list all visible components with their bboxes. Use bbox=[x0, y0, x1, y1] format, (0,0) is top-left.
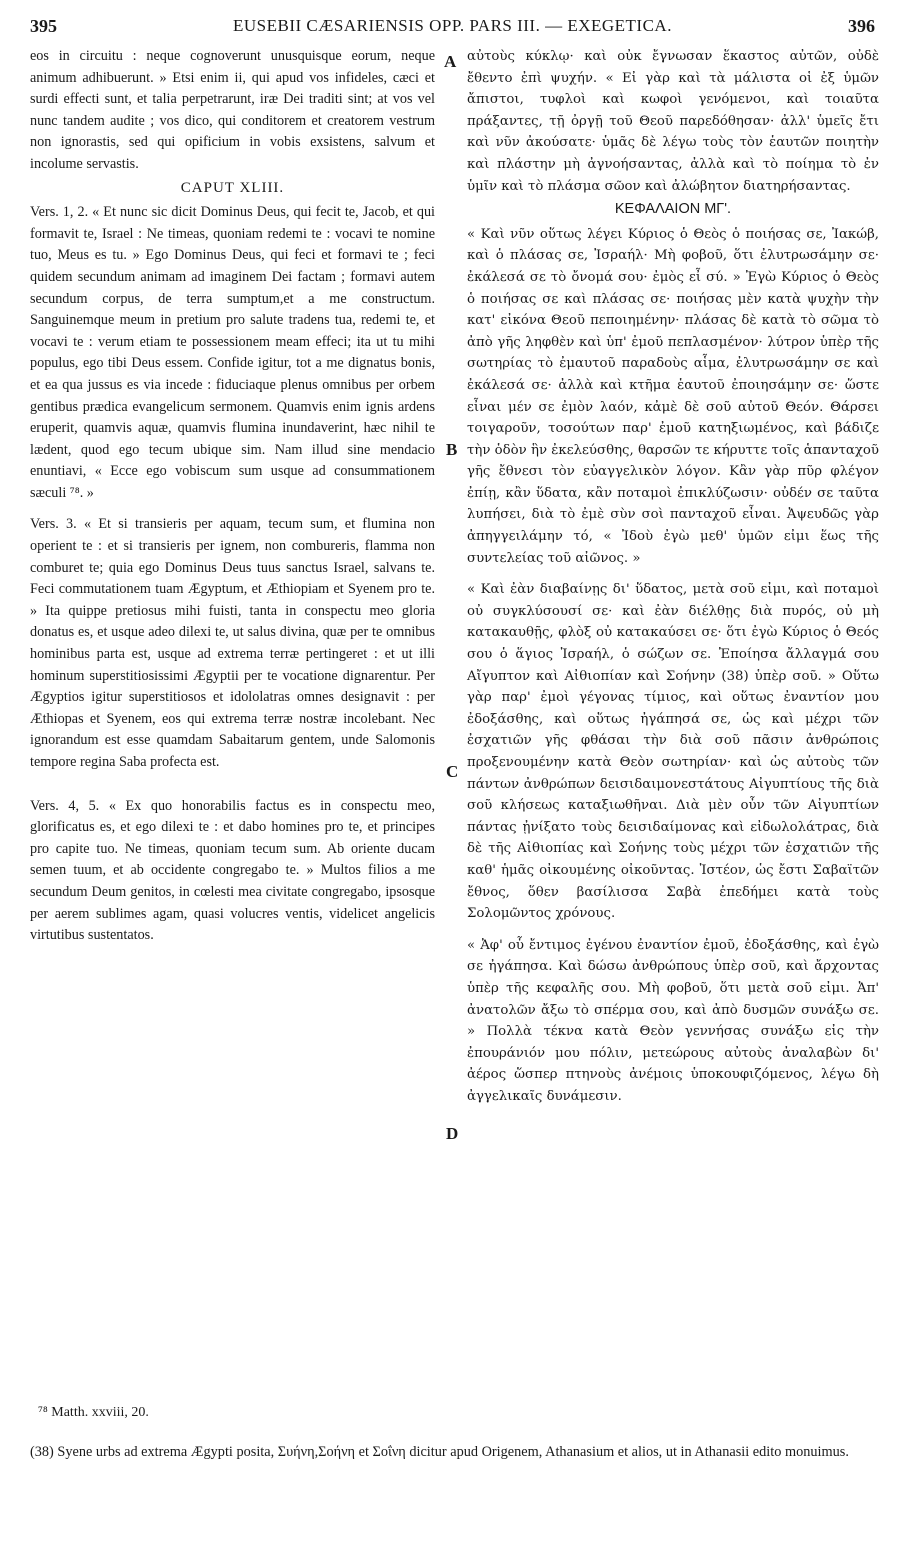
latin-column bbox=[30, 46, 435, 947]
latin-paragraph-verses-4-5: Vers. 4, 5. « Ex quo honorabilis factus es in conspectu meo, glorificatus es, et ego dilexi te : et dabo homines pro te, et principes pro capite tuo. Ne timeas, quoniam tecum sum. Ab oriente ducam semen tuum, et ab occidente congregabo te. » Multos filios a me secundum Deum genitos, in cœlesti mea civitate congregabo, ipsosque per aerem sublimes agam, quasi volucres ventis, videlicet angelicis virtutibus sustentatos. bbox=[30, 797, 435, 944]
latin-paragraph-intro: eos in circuitu : neque cognoverunt unusquisque eorum, neque animum adhibuerunt. » Etsi enim ii, qui apud vos infideles, cæci et surdi effecti sunt, et talia perpetrarunt, iræ Dei traditi sint; at vos vel nunc tandem audite ; vos dico, qui conditorem et creatorem vestrum non ignorastis, sed qui opificium in vobis exsistens, salvum et incolume servastis. bbox=[30, 48, 435, 172]
section-marker-b: B bbox=[446, 440, 458, 459]
footnote-78: ⁷⁸ Matth. xxviii, 20. bbox=[38, 1405, 149, 1420]
latin-paragraph-verses-1-2: Vers. 1, 2. « Et nunc sic dicit Dominus Deus, qui fecit te, Jacob, et qui formavit te, Israel : Ne timeas, quoniam redemi te : vocavi te nomine tuo, Meus es tu. » Ego Dominus Deus, qui feci et formavi te ; feci quidem secundum animam ad imaginem Dei factam ; formavi autem secundum corpus, de terra sumptum,et a me constructum. Sanguinemque meum in pretium pro salute tradens tua, redemi te, et vocavi te : verum etiam te possessionem meam effeci; ita ut tu mihi populus, ego tibi Deus essem. Confide igitur, tot a me dignatus bonis, et ea qua jussus es via incede : fiduciaque plenus omnibus per orbem gentibus prædica evangelicum sermonem. Quamvis enim ignis ardens eruperit, quamvis aquæ, quamvis flumina inundaverint, hæc nihil te lædent, quod ego tecum ubique sim. Nam illud sine mendacio enuntiavi, « Ecce ego vobiscum sum usque ad consummationem sæculi ⁷⁸. » bbox=[30, 204, 435, 501]
running-header bbox=[0, 0, 905, 42]
greek-paragraph-verses-4-5: « Ἀφ' οὗ ἔντιμος ἐγένου ἐναντίον ἐμοῦ, ἐδοξάσθης, καὶ ἐγὼ σε ἠγάπησα. Καὶ δώσω ἀνθρώπους ὑπὲρ σοῦ, καὶ ἄρχοντας ὑπὲρ τῆς κεφαλῆς σου. Μὴ φοβοῦ, ὅτι μετὰ σοῦ εἰμι. Ἀπ' ἀνατολῶν ἄξω τὸ σπέρμα σου, καὶ ἀπὸ δυσμῶν συνάξω σε. » Πολλὰ τέκνα κατὰ Θεὸν γεννήσας συνάξω εἰς τὴν ἐπουράνιόν μου πόλιν, μετεώρους αὐτοὺς ἀναλαβὼν δι' ἀέρος ὥσπερ πτηνοὺς ἀνέμοις ὑποκουφιζόμενος, λέγω δὴ ἀγγελικαῖς δυνάμεσιν. bbox=[467, 937, 879, 1104]
section-marker-c: C bbox=[446, 762, 459, 781]
greek-paragraph-verse-3: « Καὶ ἐὰν διαβαίνῃς δι' ὕδατος, μετὰ σοῦ εἰμι, καὶ ποταμοὶ οὐ συγκλύσουσί σε· καὶ ἐὰν διέλθῃς διὰ πυρός, οὐ μὴ κατακαυθῇς, φλὸξ οὐ κατακαύσει σε· ὅτι ἐγὼ Κύριος ὁ Θεός σου ὁ ἅγιος Ἰσραήλ, ὁ σώζων σε. Ἐποίησα ἄλλαγμά σου Αἴγυπτον καὶ Αἰθιοπίαν καὶ Σοήνην (38) ὑπὲρ σοῦ. » Οὕτω γὰρ παρ' ἐμοὶ γέγονας τίμιος, καὶ οὕτως ἐναντίον μου ἐδοξάσθης, καὶ οὕτως ἠγάπησά σε, ὡς καὶ μέχρι τῶν ἐσχατιῶν γῆς φθάσαι τὴν διὰ σοῦ πᾶσιν ἀνθρώποις προξενουμένην κατὰ Θεὸν σωτηρίαν· καὶ ὡς αὐτοὺς τῶν πάντων ἀνθρώπων δεισιδαιμονεστάτους Αἰγυπτίους τῆς διὰ σοῦ κλήσεως καταξιωθῆναι. Διὰ μὲν οὖν τῶν Αἰγυπτίων πάντας ᾐνίξατο τοὺς δεισιδαίμονας καὶ εἰδωλολάτρας, διὰ δὲ τῆς Αἰθιοπίας καὶ Σοήνης τοὺς μέχρι τῶν ἐσχατιῶν τῆς καθ' ἡμᾶς οἰκουμένης οἰκοῦντας. Ἰστέον, ὡς ἔστι Σαβαϊτῶν ἔθνος, ὅθεν βασίλισσα Σαβὰ ἐπεδήμει κατὰ τοὺς Σολομῶντος χρόνους. bbox=[467, 582, 879, 922]
running-title: EUSEBII CÆSARIENSIS OPP. PARS III. — EXEGETICA. bbox=[233, 16, 672, 35]
page-number-left: 395 bbox=[30, 16, 57, 36]
footnote-38: (38) Syene urbs ad extrema Ægypti posita, Συήνη,Σοήνη et Σοΐνη dicitur apud Origenem, Athanasium et alios, ut in Athanasii edito monuimus. bbox=[30, 1444, 849, 1460]
greek-column bbox=[467, 46, 879, 1108]
latin-paragraph-verse-3: Vers. 3. « Et si transieris per aquam, tecum sum, et flumina non operient te : et si transieris per ignem, non combureris, flamma non comburet te; quia ego Dominus Deus tuus sanctus Israel, salvans te. Feci commutationem tuam Ægyptum, et Æthiopiam et Syenem pro te. » Ita quippe pretiosus mihi fuisti, tanta in conspectu meo gloria donatus es, et usque adeo dilexi te, ut salus divina, quæ per te omnibus hominibus parta est, usque ad extrema terræ pertingeret : et ut illi hominum superstitiosissimi Ægyptii per te vocatione dignarentur. Per Ægyptios igitur superstitiosos et idololatras omnes designavit : per Æthiopas et Syenem, eos qui extrema terræ nostræ incolebant. Nec ignorandum est esse quamdam Sabaitarum gentem, unde Salomonis tempore regina Saba profecta est. bbox=[30, 516, 435, 770]
page-number-right: 396 bbox=[848, 16, 875, 36]
latin-chapter-heading: CAPUT XLIII. bbox=[180, 179, 285, 196]
section-marker-a: A bbox=[444, 52, 457, 71]
greek-paragraph-intro: αὐτοὺς κύκλῳ· καὶ οὐκ ἔγνωσαν ἕκαστος αὐτῶν, οὐδὲ ἔθεντο ἐπὶ ψυχήν. « Εἰ γὰρ καὶ τὰ μάλιστα οἱ ἐξ ὑμῶν ἄπιστοι, τυφλοὶ καὶ κωφοὶ γενόμενοι, καὶ τοιαῦτα πράξαντες, τῇ ὀργῇ τοῦ Θεοῦ παρεδόθησαν· ἀλλ' ὑμεῖς ἔτι καὶ νῦν ἀκούσατε· ὑμᾶς δὲ λέγω τοὺς τὸν ἑαυτῶν ποιητὴν καὶ πλάστην μὴ ἀγνοήσαντας, ἀλλὰ καὶ τὸ ποίημα τὸ ἐν ὑμῖν καὶ τὸ πλάσμα σῶον καὶ ἀλώβητον διατηρήσαντας. bbox=[467, 49, 879, 194]
greek-chapter-heading: ΚΕΦΑΛΑΙΟΝ ΜΓ'. bbox=[614, 201, 732, 218]
section-marker-d: D bbox=[446, 1124, 459, 1143]
greek-paragraph-verses-1-2: « Καὶ νῦν οὕτως λέγει Κύριος ὁ Θεὸς ὁ ποιήσας σε, Ἰακώβ, καὶ ὁ πλάσας σε, Ἰσραήλ· Μὴ φοβοῦ, ὅτι ἐλυτρωσάμην σε· ἐκάλεσά σε τὸ ὄνομά σου· ἐμὸς εἶ σύ. » Ἐγὼ Κύριος ὁ Θεὸς ὁ ποιήσας σε καὶ πλάσας σε· ποιήσας μὲν κατὰ ψυχὴν τὴν κατ' εἰκόνα Θεοῦ πεποιημένην· πλάσας δὲ κατὰ τὸ σῶμα τὸ ἀπὸ γῆς ληφθὲν καὶ ὑπ' ἐμοῦ πεπλασμένον· λύτρον ὑπὲρ τῆς σωτηρίας τὸ ἐμαυτοῦ παραδοὺς αἷμα, ἐλυτρωσάμην σε καὶ ἐκάλεσά σε· ἀλλὰ καὶ κτῆμα ἑαυτοῦ ἐποιησάμην σε· ὥστε εἶναι μέν σε ἐμὸν λαόν, κἀμὲ δὲ σοῦ αὐτοῦ Θεόν. Θάρσει τοιγαροῦν, τοσούτων παρ' ἐμοῦ κατηξιωμένος, καὶ βάδιζε τὴν ὁδὸν ἣν ἐκελεύσθης, θαρσῶν τε κήρυττε τοῖς ἁπανταχοῦ γῆς ἔθνεσι τὸν εὐαγγελικὸν λόγον. Κἂν γὰρ πῦρ φλέγον ἐπίῃ, κἂν ὕδατα, κἂν ποταμοὶ ἐπικλύζωσιν· οὐδέν σε ταῦτα λυπήσει, διὰ τὸ ἐμὲ σὺν σοὶ πανταχοῦ εἶναι. Ἀψευδῶς γὰρ ἀπηγγειλάμην τό, « Ἰδοὺ ἐγὼ μεθ' ὑμῶν εἰμι ἕως τῆς συντελείας τοῦ αἰῶνος. » bbox=[467, 226, 879, 566]
